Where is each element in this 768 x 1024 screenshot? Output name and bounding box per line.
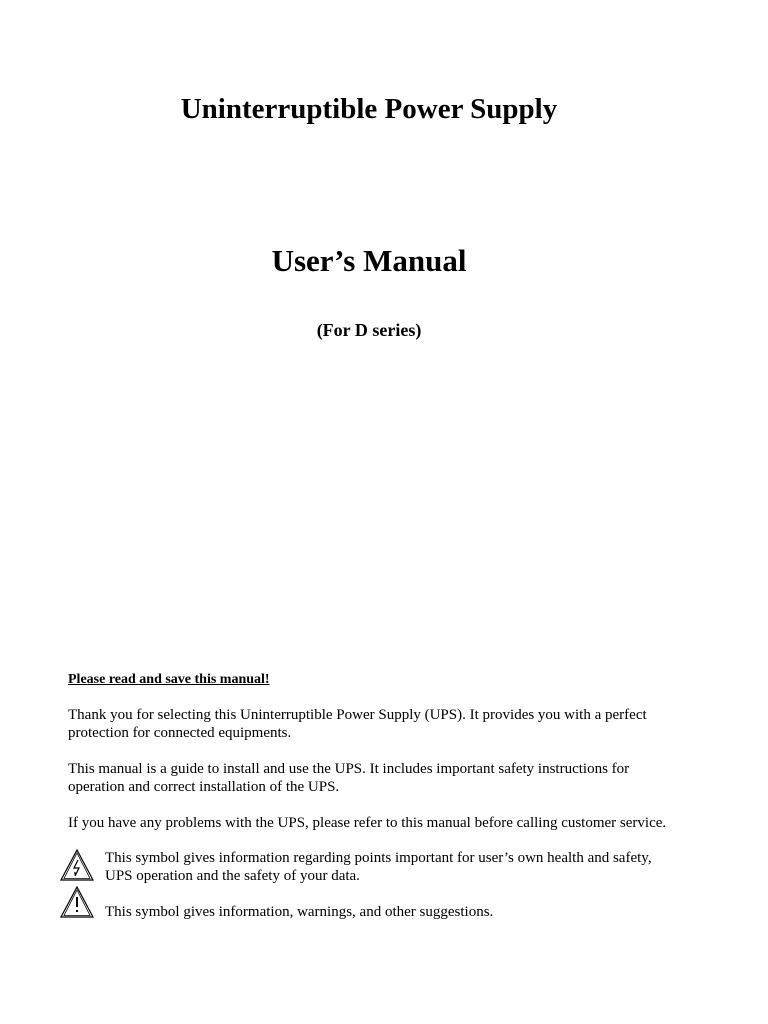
series-title: (For D series) (316, 320, 422, 340)
symbol-row-caution (60, 886, 690, 922)
caution-icon (60, 886, 94, 918)
hazard-symbol-description: This symbol gives information regarding points important for user’s own health and safety, UPS operation and the safety of your data. (105, 850, 652, 884)
symbol-row-hazard (60, 849, 690, 885)
guide-paragraph: This manual is a guide to install and use the UPS. It includes important safety instructions for operation and correct installation of the UPS. (68, 761, 630, 795)
manual-title: User’s Manual (271, 243, 467, 278)
save-manual-notice: Please read and save this manual! (68, 672, 270, 687)
electrical-hazard-icon (60, 849, 94, 881)
intro-paragraph: Thank you for selecting this Uninterruptible Power Supply (UPS). It provides you with a perfect protection for connected equipments. (68, 707, 647, 741)
main-title: Uninterruptible Power Supply (180, 93, 558, 125)
support-paragraph: If you have any problems with the UPS, please refer to this manual before calling customer service. (68, 815, 667, 831)
caution-symbol-description: This symbol gives information, warnings, and other suggestions. (105, 904, 494, 920)
